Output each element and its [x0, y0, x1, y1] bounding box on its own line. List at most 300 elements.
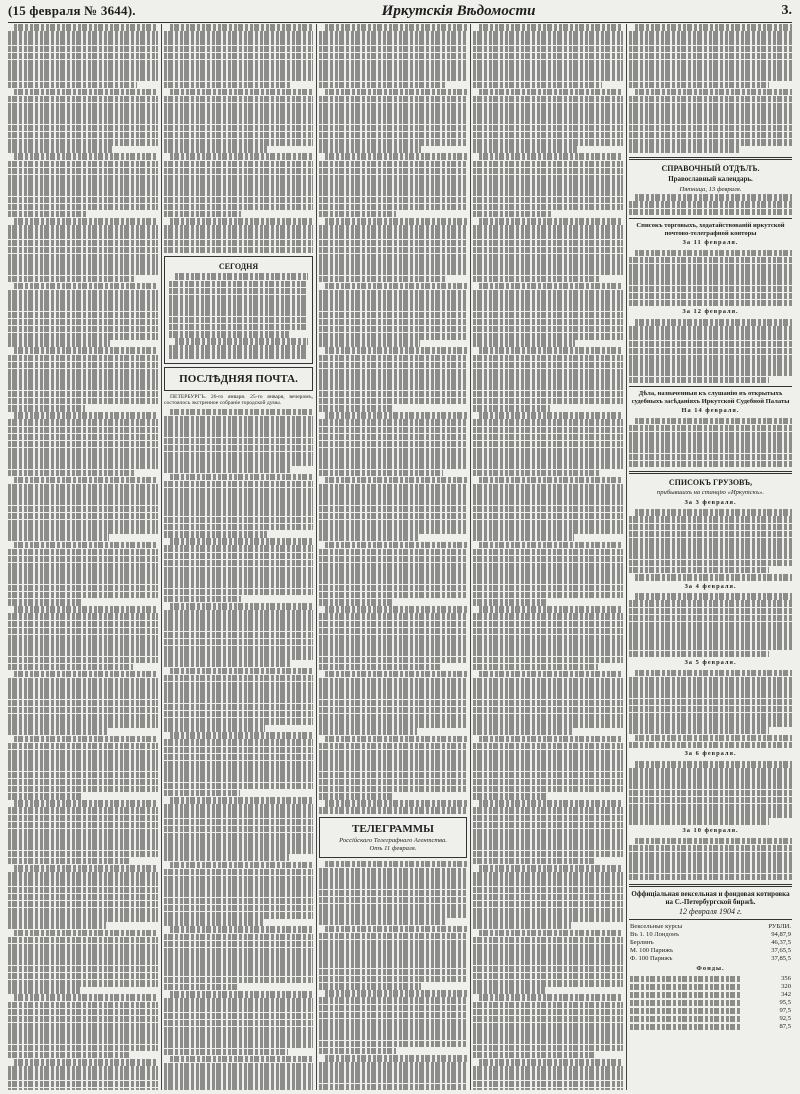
text-line	[14, 865, 158, 872]
text-line	[629, 348, 792, 355]
text-line	[164, 53, 313, 60]
text-line	[164, 488, 313, 495]
text-line	[473, 743, 623, 750]
text-line	[473, 290, 623, 297]
text-line	[8, 592, 158, 599]
text-line	[8, 67, 158, 74]
text-line	[8, 434, 158, 441]
text-line	[473, 987, 545, 994]
text-line	[473, 1081, 623, 1088]
text-line	[325, 24, 467, 31]
text-line	[319, 441, 467, 448]
text-line	[629, 560, 792, 567]
text-line	[8, 657, 158, 664]
calendar-date: Пятница, 13 февраля.	[679, 185, 742, 193]
text-line	[473, 240, 623, 247]
column-rule	[626, 24, 627, 1090]
text-line	[325, 283, 467, 290]
text-line	[8, 750, 158, 757]
text-line	[473, 944, 623, 951]
text-line	[473, 376, 623, 383]
text-line	[629, 845, 792, 852]
text-line	[319, 534, 418, 541]
text-line	[325, 347, 467, 354]
text-line	[8, 642, 158, 649]
text-line	[629, 117, 792, 124]
text-line	[8, 577, 158, 584]
text-line	[8, 1045, 158, 1052]
text-line	[8, 534, 109, 541]
text-line	[629, 720, 792, 727]
text-line	[164, 117, 313, 124]
text-line	[473, 506, 623, 513]
text-line	[319, 807, 467, 814]
text-line	[319, 563, 467, 570]
text-line	[479, 1059, 623, 1066]
text-line	[319, 448, 467, 455]
cargo-heading: СПИСОКЪ ГРУЗОВЪ,	[668, 478, 753, 488]
rates-table	[629, 923, 792, 963]
text-line	[319, 304, 467, 311]
text-line	[8, 1023, 158, 1030]
text-line	[8, 383, 158, 390]
text-line	[164, 589, 313, 596]
text-line	[473, 333, 623, 340]
text-line	[629, 300, 792, 307]
text-line	[8, 721, 158, 728]
text-line	[629, 326, 792, 333]
text-line	[14, 606, 158, 613]
text-line	[8, 46, 158, 53]
text-line	[629, 516, 792, 523]
text-line	[14, 800, 158, 807]
section-divider	[629, 884, 792, 887]
text-line	[319, 657, 467, 664]
text-line	[8, 74, 158, 81]
text-line	[479, 283, 623, 290]
text-line	[319, 484, 467, 491]
text-line	[473, 204, 623, 211]
telegrams-box	[319, 817, 467, 858]
text-line	[319, 649, 467, 656]
text-line	[473, 304, 623, 311]
text-line	[319, 110, 467, 117]
text-line	[473, 161, 623, 168]
text-line	[319, 1026, 467, 1033]
text-line	[8, 506, 158, 513]
text-line	[164, 768, 313, 775]
text-line	[629, 341, 792, 348]
text-line	[164, 696, 313, 703]
text-line	[319, 290, 467, 297]
text-line	[8, 455, 158, 462]
text-line	[319, 491, 467, 498]
text-line	[635, 89, 792, 96]
rate-label: М. 100 Парижъ	[630, 946, 674, 954]
text-line	[8, 82, 137, 89]
text-line	[319, 247, 467, 254]
text-line	[319, 96, 467, 103]
text-line	[319, 254, 467, 261]
text-line	[319, 692, 467, 699]
text-line	[319, 714, 467, 721]
text-line	[164, 754, 313, 761]
text-line	[325, 736, 467, 743]
text-line	[473, 1037, 623, 1044]
text-line	[319, 918, 446, 925]
today-text	[169, 273, 308, 359]
last-mail-intro: ПЕТЕРБУРГЪ. 26-го января. 25-го января, вечеромъ, состоялось экстренное собраніе городской думы.	[164, 393, 313, 407]
text-line	[473, 498, 623, 505]
text-line	[8, 38, 158, 45]
text-line	[479, 606, 623, 613]
rate-row	[629, 939, 792, 947]
text-line	[319, 642, 467, 649]
article-text-block	[629, 24, 792, 153]
text-line	[164, 1034, 313, 1041]
text-line	[473, 764, 623, 771]
text-line	[629, 96, 792, 103]
text-line	[473, 276, 601, 283]
fund-value: 92,5	[779, 1015, 791, 1023]
cargo-list	[629, 593, 792, 657]
text-line	[473, 441, 623, 448]
text-line	[319, 1062, 467, 1069]
text-line	[164, 189, 313, 196]
text-line	[629, 53, 792, 60]
text-line	[473, 117, 623, 124]
text-line	[473, 628, 623, 635]
text-line	[8, 340, 110, 347]
text-line	[473, 714, 623, 721]
text-line	[14, 412, 158, 419]
text-line	[319, 60, 467, 67]
text-line	[473, 1009, 623, 1016]
text-line	[319, 599, 393, 606]
text-line	[319, 750, 467, 757]
text-line	[164, 632, 313, 639]
text-line	[479, 218, 623, 225]
text-line	[164, 639, 313, 646]
text-line	[629, 362, 792, 369]
text-line	[319, 592, 467, 599]
text-line	[319, 276, 445, 283]
text-line	[8, 599, 83, 606]
text-line	[8, 836, 158, 843]
text-line	[164, 934, 313, 941]
text-line	[8, 355, 158, 362]
text-line	[14, 671, 158, 678]
text-line	[8, 779, 158, 786]
section-divider	[629, 471, 792, 474]
cargo-list	[629, 761, 792, 825]
text-line	[319, 556, 467, 563]
article-text-block	[164, 409, 313, 1090]
text-line	[319, 779, 467, 786]
text-line	[164, 689, 313, 696]
text-line	[473, 534, 574, 541]
fund-value: 320	[781, 983, 791, 991]
text-line	[319, 757, 467, 764]
text-line	[479, 24, 623, 31]
column-rule	[470, 24, 471, 1090]
text-line	[629, 545, 792, 552]
text-line	[169, 281, 308, 288]
text-line	[8, 822, 158, 829]
text-line	[169, 302, 308, 309]
text-line	[319, 772, 467, 779]
text-line	[629, 110, 792, 117]
text-line	[629, 201, 792, 208]
fund-row	[629, 1015, 792, 1023]
court-list-text	[629, 418, 792, 468]
text-line	[8, 319, 158, 326]
text-line	[164, 74, 313, 81]
text-line	[8, 60, 158, 67]
text-line	[473, 642, 623, 649]
text-line	[319, 1084, 467, 1090]
text-line	[8, 175, 158, 182]
column-2	[164, 24, 313, 1090]
text-line	[479, 153, 623, 160]
text-line	[629, 125, 792, 132]
text-line	[325, 412, 467, 419]
text-line	[319, 911, 467, 918]
text-line	[8, 168, 158, 175]
text-line	[8, 1030, 158, 1037]
text-line	[319, 498, 467, 505]
text-line	[473, 232, 623, 239]
text-line	[319, 117, 467, 124]
text-line	[473, 455, 623, 462]
text-line	[319, 125, 467, 132]
text-line	[8, 628, 158, 635]
text-line	[8, 1052, 130, 1059]
text-line	[8, 470, 134, 477]
rates-header-row	[629, 923, 792, 931]
text-line	[325, 606, 467, 613]
rate-row	[629, 955, 792, 963]
text-line	[473, 908, 623, 915]
rates-header-left: Вексельные курсы	[630, 922, 683, 930]
text-line	[164, 919, 264, 926]
text-line	[164, 38, 313, 45]
text-line	[319, 570, 467, 577]
text-line	[629, 567, 769, 574]
column-3	[319, 24, 467, 1090]
text-line	[635, 250, 792, 257]
text-line	[473, 657, 623, 664]
text-line	[319, 1069, 467, 1076]
text-line	[8, 678, 158, 685]
text-line	[473, 319, 623, 326]
text-line	[14, 283, 158, 290]
text-line	[164, 560, 313, 567]
text-line	[164, 998, 313, 1005]
text-line	[479, 994, 623, 1001]
text-line	[473, 937, 623, 944]
text-line	[164, 110, 313, 117]
text-line	[319, 434, 467, 441]
text-line	[8, 125, 158, 132]
text-line	[319, 549, 467, 556]
text-line	[319, 470, 443, 477]
text-line	[164, 445, 313, 452]
text-line	[319, 728, 417, 735]
article-text-block	[319, 861, 467, 1090]
text-line	[8, 225, 158, 232]
text-line	[629, 615, 792, 622]
text-line	[319, 46, 467, 53]
text-line	[164, 509, 313, 516]
text-line	[479, 671, 623, 678]
text-line	[8, 585, 158, 592]
fund-value: 342	[781, 991, 791, 999]
issue-info: (15 февраля № 3644).	[8, 3, 136, 18]
text-line	[8, 1088, 158, 1090]
text-line	[473, 621, 623, 628]
text-line	[170, 1056, 313, 1063]
text-line	[8, 829, 158, 836]
rate-label: Берлинъ	[630, 938, 654, 946]
text-line	[473, 527, 623, 534]
text-line	[629, 866, 792, 873]
text-line	[164, 890, 313, 897]
text-line	[473, 1023, 623, 1030]
text-line	[473, 951, 623, 958]
text-line	[8, 664, 133, 671]
text-line	[164, 833, 313, 840]
text-line	[8, 973, 158, 980]
text-line	[8, 513, 158, 520]
text-line	[14, 477, 158, 484]
text-line	[473, 132, 623, 139]
text-line	[319, 168, 467, 175]
text-line	[164, 438, 313, 445]
text-line	[169, 317, 308, 324]
text-line	[473, 197, 623, 204]
text-line	[164, 459, 313, 466]
text-line	[164, 675, 313, 682]
article-text-block	[319, 24, 467, 814]
text-line	[8, 161, 158, 168]
text-line	[319, 204, 467, 211]
text-line	[325, 861, 467, 868]
text-line	[8, 707, 158, 714]
text-line	[164, 168, 313, 175]
text-line	[164, 31, 313, 38]
text-line	[164, 204, 313, 211]
today-box	[164, 256, 313, 363]
text-line	[164, 553, 313, 560]
rate-label: Въ 1. 10 Лондонъ	[630, 930, 680, 938]
text-line	[319, 969, 467, 976]
text-line	[319, 132, 467, 139]
text-line	[473, 635, 623, 642]
text-line	[8, 635, 158, 642]
text-line	[8, 980, 158, 987]
text-line	[473, 1045, 623, 1052]
text-line	[473, 247, 623, 254]
text-line	[164, 869, 313, 876]
text-line	[164, 175, 313, 182]
text-line	[319, 786, 467, 793]
text-line	[319, 383, 467, 390]
text-line	[629, 103, 792, 110]
text-line	[8, 915, 158, 922]
text-line	[170, 926, 313, 933]
text-line	[319, 1012, 467, 1019]
text-line	[8, 117, 158, 124]
text-line	[319, 1048, 396, 1055]
text-line	[8, 103, 158, 110]
text-line	[473, 484, 623, 491]
text-line	[8, 1002, 158, 1009]
text-line	[629, 82, 769, 89]
text-line	[473, 434, 623, 441]
text-line	[319, 455, 467, 462]
text-line	[629, 38, 792, 45]
text-line	[635, 194, 792, 201]
text-line	[319, 1076, 467, 1083]
text-line	[629, 454, 792, 461]
text-line	[629, 691, 792, 698]
divider	[629, 386, 792, 387]
text-line	[319, 261, 467, 268]
text-line	[8, 182, 158, 189]
text-line	[473, 60, 623, 67]
text-line	[8, 908, 158, 915]
text-line	[319, 391, 467, 398]
text-line	[319, 628, 467, 635]
fund-value: 97,5	[779, 1007, 791, 1015]
rate-row	[629, 931, 792, 939]
text-line	[169, 288, 308, 295]
rate-value: 37,65,5	[771, 946, 791, 954]
text-line	[473, 405, 550, 412]
text-line	[164, 1077, 313, 1084]
text-line	[8, 1073, 158, 1080]
text-line	[629, 271, 792, 278]
text-line	[14, 930, 158, 937]
text-line	[473, 757, 623, 764]
text-line	[629, 425, 792, 432]
text-line	[8, 901, 158, 908]
text-line	[319, 376, 467, 383]
last-mail-box	[164, 367, 313, 391]
text-line	[164, 502, 313, 509]
fund-row	[629, 991, 792, 999]
text-line	[8, 613, 158, 620]
text-line	[629, 608, 792, 615]
text-line	[8, 419, 158, 426]
text-line	[170, 474, 313, 481]
text-line	[473, 268, 623, 275]
text-line	[164, 804, 313, 811]
text-line	[319, 31, 467, 38]
text-line	[164, 977, 313, 984]
text-line	[170, 218, 313, 225]
cargo-date: За 4 февраля.	[684, 582, 737, 590]
text-line	[319, 513, 467, 520]
cargo-date: За 5 февраля.	[684, 659, 737, 667]
text-line	[164, 225, 313, 232]
text-line	[629, 706, 792, 713]
text-line	[319, 340, 420, 347]
text-line	[164, 775, 313, 782]
text-line	[164, 624, 313, 631]
text-line	[164, 423, 313, 430]
